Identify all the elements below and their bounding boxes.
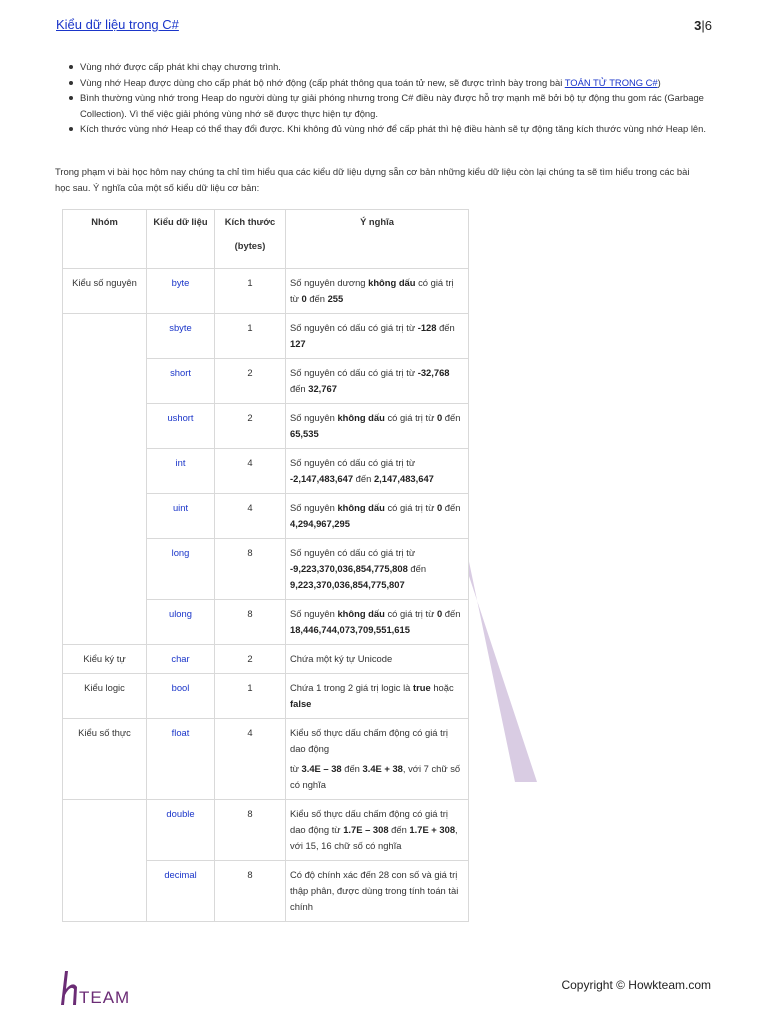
table-row [63,600,469,645]
meaning-text: , với 15, 16 chữ số có nghĩa [290,824,458,851]
cell-group [63,539,147,600]
meaning-text: Số nguyên [290,412,338,423]
table-row [63,674,469,719]
meaning-text: có giá trị từ [384,412,437,423]
table-body [63,269,469,922]
meaning-text: từ [290,763,302,774]
meaning-bold: 0 [436,608,443,619]
cell-type: bool [147,674,215,719]
heap-bullet-list [80,59,710,137]
cell-size: 1 [215,314,286,359]
page-number [694,18,712,33]
meaning-bold: 255 [327,293,344,304]
cell-meaning [286,269,469,314]
meaning-text: Kiểu số thực dấu chấm động có giá trị dao động từ [290,808,448,835]
cell-type: uint [147,494,215,539]
table-row [63,404,469,449]
decorative-shape [467,552,537,782]
cell-group [63,404,147,449]
header-meaning: Ý nghĩa [286,210,469,269]
cell-meaning [286,359,469,404]
meaning-bold: 9,223,370,036,854,775,807 [290,579,405,590]
meaning-text: Chứa 1 trong 2 giá trị logic là [290,682,414,693]
meaning-text: đến [388,824,410,835]
data-types-table [62,209,469,922]
meaning-text: đến [442,412,461,423]
cell-size: 2 [215,404,286,449]
cell-size: 8 [215,600,286,645]
meaning-text: đến [442,502,461,513]
cell-type: sbyte [147,314,215,359]
cell-type: ushort [147,404,215,449]
bullet-text: Kích thước vùng nhớ Heap có thể thay đổi được. Khi không đủ vùng nhớ để cấp phát thì hệ điều hành sẽ tự động tăng kích thước vùng nhớ Heap lên. [80,123,706,134]
meaning-bold: không dấu [337,502,385,513]
cell-group [63,314,147,359]
table-row [63,539,469,600]
meaning-text: có giá trị từ [290,277,454,304]
meaning-bold: 1.7E – 308 [343,824,389,835]
cell-group [63,600,147,645]
meaning-text: Số nguyên [290,608,338,619]
table-row [63,494,469,539]
meaning-text: có giá trị từ [384,502,437,513]
meaning-bold: 18,446,744,073,709,551,615 [290,624,410,635]
meaning-bold: -32,768 [417,367,450,378]
cell-group [63,861,147,922]
meaning-text: Số nguyên có dấu có giá trị từ [290,367,418,378]
meaning-bold: 65,535 [290,428,319,439]
cell-size: 2 [215,645,286,674]
meaning-text: đến [341,763,363,774]
table-row [63,449,469,494]
meaning-bold: true [413,682,431,693]
meaning-bold: không dấu [337,608,385,619]
page-separator: | [701,18,705,33]
meaning-bold: 2,147,483,647 [373,473,434,484]
cell-meaning [286,314,469,359]
meaning-text: đến [442,608,461,619]
cell-meaning [286,539,469,600]
bullet-item [80,90,710,121]
cell-group: Kiểu số thực [63,719,147,800]
meaning-text: đến [353,473,374,484]
meaning-bold: false [290,698,312,709]
meaning-bold: 0 [436,502,443,513]
cell-group [63,359,147,404]
meaning-bold: -128 [417,322,437,333]
meaning-text: Kiểu số thực dấu chấm động có giá trị dao động [290,727,448,754]
cell-type: long [147,539,215,600]
meaning-bold: 3.4E – 38 [301,763,342,774]
cell-meaning [286,449,469,494]
meaning-paragraph [290,761,464,793]
howkteam-logo [55,967,145,1007]
copyright-text: Copyright © Howkteam.com [561,978,711,992]
cell-group: Kiểu số nguyên [63,269,147,314]
operator-lesson-link[interactable]: TOÁN TỬ TRONG C# [564,76,658,88]
meaning-bold: 0 [436,412,443,423]
meaning-text: đến [306,293,328,304]
cell-size: 8 [215,539,286,600]
cell-meaning [286,674,469,719]
meaning-text: Có độ chính xác đến 28 con số và giá trị thập phân, được dùng trong tính toán tài chính [290,869,459,912]
cell-type: byte [147,269,215,314]
meaning-text: có giá trị từ [384,608,437,619]
table-header-row [63,210,469,269]
meaning-bold: 1.7E + 308 [409,824,456,835]
cell-type: ulong [147,600,215,645]
meaning-bold: không dấu [337,412,385,423]
meaning-bold: -2,147,483,647 [290,473,354,484]
cell-meaning [286,719,469,800]
bullet-item [80,121,710,137]
cell-size: 4 [215,719,286,800]
cell-type: double [147,800,215,861]
header-type: Kiểu dữ liệu [147,210,215,269]
header-group: Nhóm [63,210,147,269]
cell-type: decimal [147,861,215,922]
header-size: Kích thước (bytes) [215,210,286,269]
meaning-text: đến [290,383,309,394]
meaning-bold: 4,294,967,295 [290,518,350,529]
table-row [63,645,469,674]
decorative-triangle [467,552,537,782]
meaning-text: đến [436,322,455,333]
cell-meaning [286,404,469,449]
logo-text: TEAM [79,988,131,1007]
cell-group [63,449,147,494]
meaning-bold: -9,223,370,036,854,775,808 [290,563,408,574]
bullet-item [80,59,710,75]
cell-size: 1 [215,269,286,314]
cell-group [63,494,147,539]
bullet-item [80,75,710,91]
meaning-text: , với 7 chữ số có nghĩa [290,763,461,790]
meaning-bold: 32,767 [308,383,337,394]
table-row [63,314,469,359]
meaning-text: Chứa một ký tự Unicode [290,653,393,664]
cell-meaning [286,800,469,861]
cell-type: int [147,449,215,494]
cell-meaning [286,600,469,645]
meaning-text: hoặc [430,682,454,693]
meaning-text: Số nguyên dương [290,277,369,288]
cell-group: Kiểu ký tự [63,645,147,674]
meaning-text: Số nguyên [290,502,338,513]
cell-size: 8 [215,861,286,922]
meaning-bold: 127 [290,338,306,349]
meaning-text: đến [407,563,427,574]
cell-meaning [286,645,469,674]
bullet-text: Vùng nhớ được cấp phát khi chạy chương trình. [80,61,281,72]
table-row [63,861,469,922]
cell-type: short [147,359,215,404]
table-row [63,269,469,314]
cell-size: 4 [215,449,286,494]
meaning-text: Số nguyên có dấu có giá trị từ [290,457,416,468]
table-row [63,800,469,861]
meaning-bold: 3.4E + 38 [362,763,403,774]
cell-size: 4 [215,494,286,539]
bullet-text-tail: ) [657,76,661,88]
cell-meaning [286,494,469,539]
cell-size: 1 [215,674,286,719]
intro-paragraph: Trong phạm vi bài học hôm nay chúng ta chỉ tìm hiểu qua các kiểu dữ liệu dựng sẵn cơ bản những kiểu dữ liệu còn lại chúng ta sẽ tìm hiểu trong các bài học sau. Ý nghĩa của một số kiểu dữ liệu cơ bản: [55,166,690,193]
cell-type: char [147,645,215,674]
meaning-text: Số nguyên có dấu có giá trị từ [290,547,416,558]
bullet-text: Bình thường vùng nhớ trong Heap do người dùng tự giải phóng nhưng trong C# điều này được hỗ trợ mạnh mẽ bởi bộ tự động thu gom rác (Garbage Collection). Vì thế việc giải phóng vùng nhớ sẽ được thực hiện tự động. [80,92,704,119]
table-row [63,719,469,800]
cell-group: Kiểu logic [63,674,147,719]
meaning-bold: không dấu [368,277,416,288]
cell-size: 2 [215,359,286,404]
cell-type: float [147,719,215,800]
cell-meaning [286,861,469,922]
cell-size: 8 [215,800,286,861]
page-total: 6 [704,18,712,33]
table-row [63,359,469,404]
document-title-link[interactable]: Kiểu dữ liệu trong C# [56,17,179,32]
meaning-text: Số nguyên có dấu có giá trị từ [290,322,418,333]
cell-group [63,800,147,861]
meaning-bold: 0 [301,293,307,304]
page-current: 3 [694,18,702,33]
bullet-text: Vùng nhớ Heap được dùng cho cấp phát bộ nhớ động (cấp phát thông qua toán tử new, sẽ được trình bày trong bài [80,76,565,88]
